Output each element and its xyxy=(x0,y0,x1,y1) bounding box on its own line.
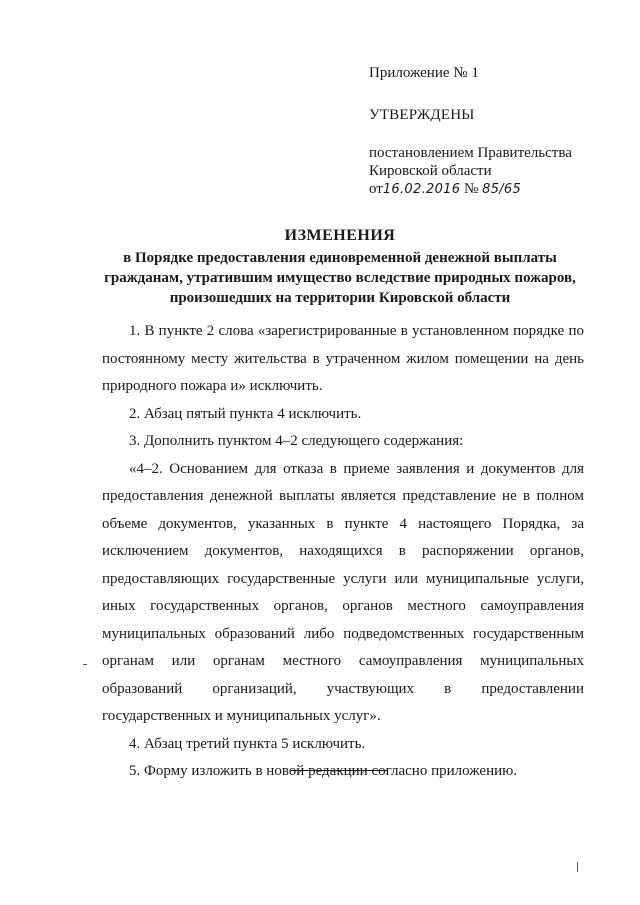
paragraph-5: 5. Форму изложить в новой редакции согласно приложению. xyxy=(129,763,518,779)
title-line-3: произошедших на территории Кировской области xyxy=(169,290,511,306)
title-line-1: в Порядке предоставления единовременной денежной выплаты xyxy=(123,250,557,266)
paragraph-1: 1. В пункте 2 слова «зарегистрированные в установленном порядке по постоянному месту жительства в утраченном жилом помещении на день природного пожара и» исключить. xyxy=(102,323,584,394)
title-line-2: гражданам, утратившим имущество вследствие природных пожаров, xyxy=(104,270,576,286)
document-body xyxy=(102,318,584,786)
paragraph-4-2-quote: «4–2. Основанием для отказа в приеме заявления и документов для предоставления денежной выплаты является представление не в полном объеме документов, указанных в пункте 4 настоящего Порядка, за исключением документов, находящихся в распоряжении органов, предоставляющих государственные услуги или муниципальные услуги, иных государственных органов, органов местного самоуправления муниципальных образований либо подведомственных государственным органам или органам местного самоуправления муниципальных образований организаций, участвующих в предоставлении государственных и муниципальных услуг». xyxy=(102,460,584,724)
scan-speck xyxy=(577,862,578,872)
approval-date-line xyxy=(369,180,619,199)
paragraph-3: 3. Дополнить пунктом 4–2 следующего содержания: xyxy=(129,433,464,449)
title-main: ИЗМЕНЕНИЯ xyxy=(284,227,396,244)
end-divider xyxy=(291,770,387,771)
document-title xyxy=(60,226,620,308)
approved-by-line-2: Кировской области xyxy=(369,163,492,179)
approval-block xyxy=(369,64,619,199)
date-prefix: от xyxy=(369,181,383,197)
handwritten-number: 85/65 xyxy=(482,182,522,197)
approved-label: УТВЕРЖДЕНЫ xyxy=(369,107,475,123)
approved-by-line-1: постановлением Правительства xyxy=(369,145,572,161)
appendix-label: Приложение № 1 xyxy=(369,65,479,81)
handwritten-date: 16.02.2016 xyxy=(382,182,461,197)
paragraph-4: 4. Абзац третий пункта 5 исключить. xyxy=(129,735,366,752)
number-prefix: № xyxy=(464,181,479,197)
scan-speck xyxy=(83,664,87,665)
paragraph-2: 2. Абзац пятый пункта 4 исключить. xyxy=(129,405,362,422)
